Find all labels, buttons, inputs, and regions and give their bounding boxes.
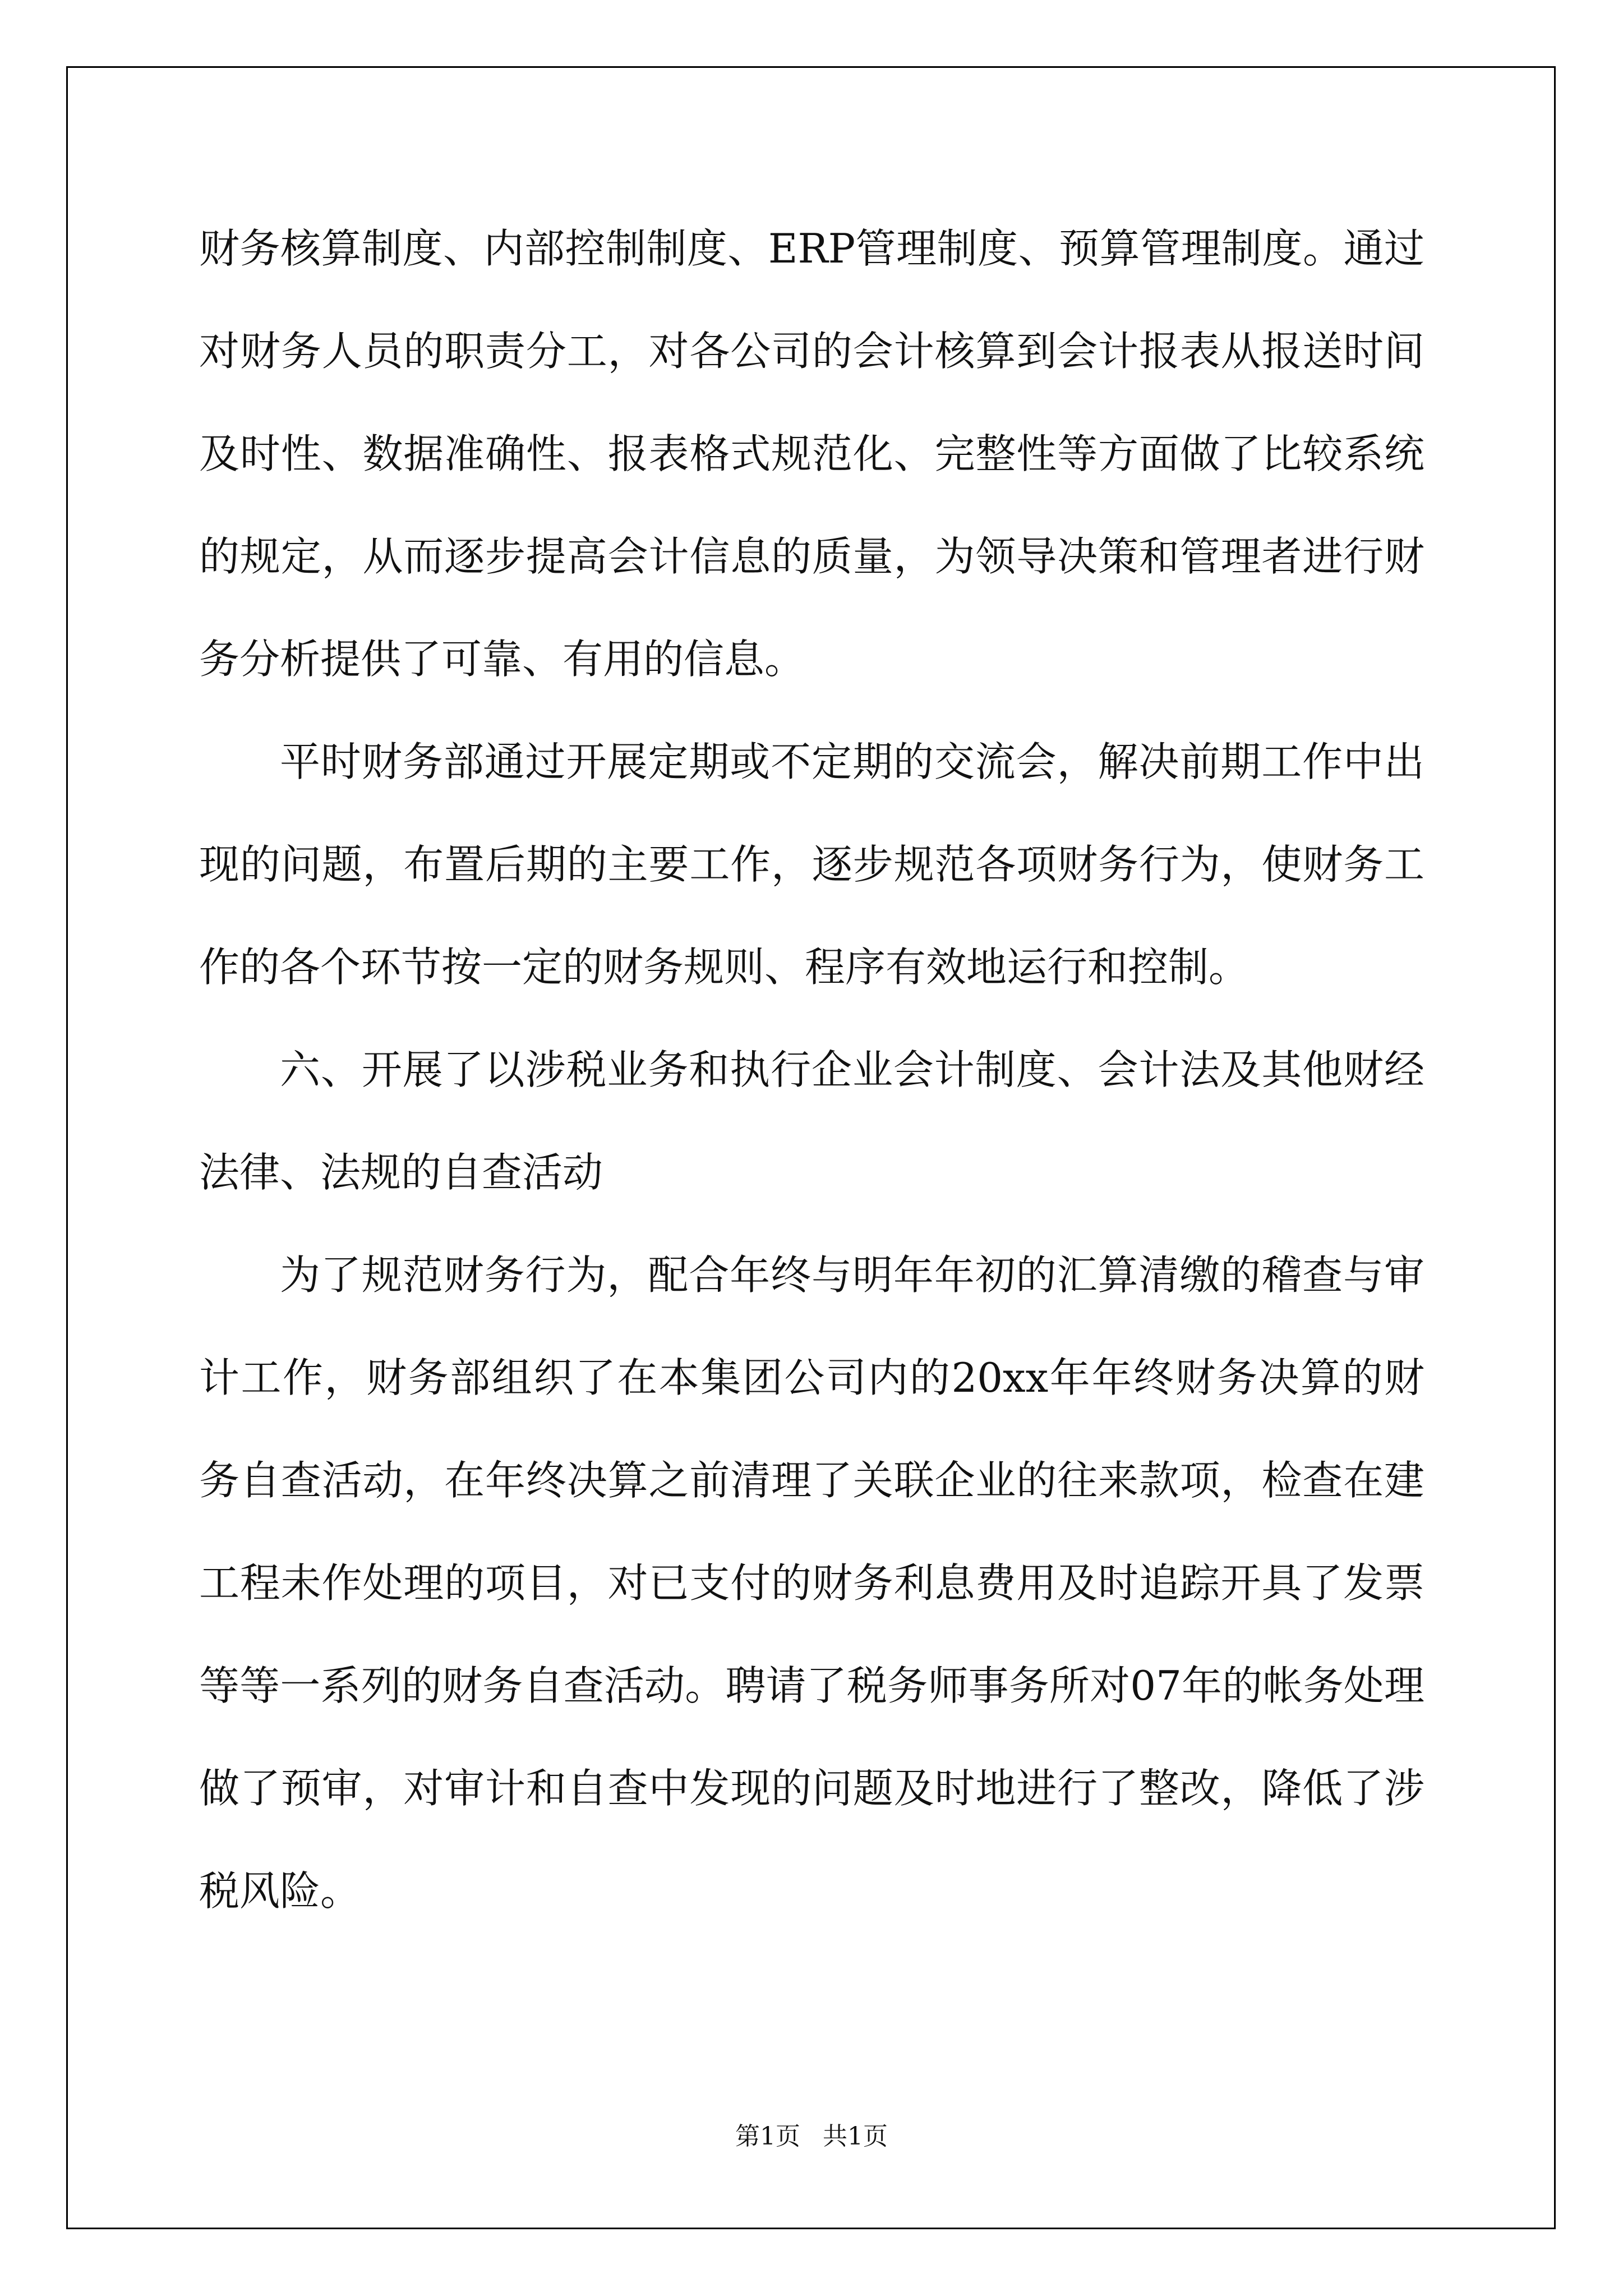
section-heading-6: 六、开展了以涉税业务和执行企业会计制度、会计法及其他财经法律、法规的自查活动	[199, 1046, 1424, 1196]
page-number: 第1页	[735, 2122, 800, 2151]
paragraph-2: 平时财务部通过开展定期或不定期的交流会，解决前期工作中出现的问题，布置后期的主要工作，逐步规范各项财务行为，使财务工作的各个环节按一定的财务规则、程序有效地运行和控制。	[199, 738, 1424, 991]
document-body	[199, 197, 1424, 1943]
page-total: 共1页	[823, 2122, 888, 2151]
paragraph-3: 为了规范财务行为，配合年终与明年年初的汇算清缴的稽查与审计工作，财务部组织了在本集团公司内的20xx年年终财务决算的财务自查活动，在年终决算之前清理了关联企业的往来款项，检查在建工程未作处理的项目，对已支付的财务利息费用及时追踪开具了发票等等一系列的财务自查活动。聘请了税务师事务所对07年的帐务处理做了预审，对审计和自查中发现的问题及时地进行了整改，降低了涉税风险。	[199, 1251, 1424, 1915]
page-footer	[0, 2116, 1623, 2152]
paragraph-1: 财务核算制度、内部控制制度、ERP管理制度、预算管理制度。通过对财务人员的职责分工，对各公司的会计核算到会计报表从报送时间及时性、数据准确性、报表格式规范化、完整性等方面做了比较系统的规定，从而逐步提高会计信息的质量，为领导决策和管理者进行财务分析提供了可靠、有用的信息。	[199, 225, 1424, 683]
